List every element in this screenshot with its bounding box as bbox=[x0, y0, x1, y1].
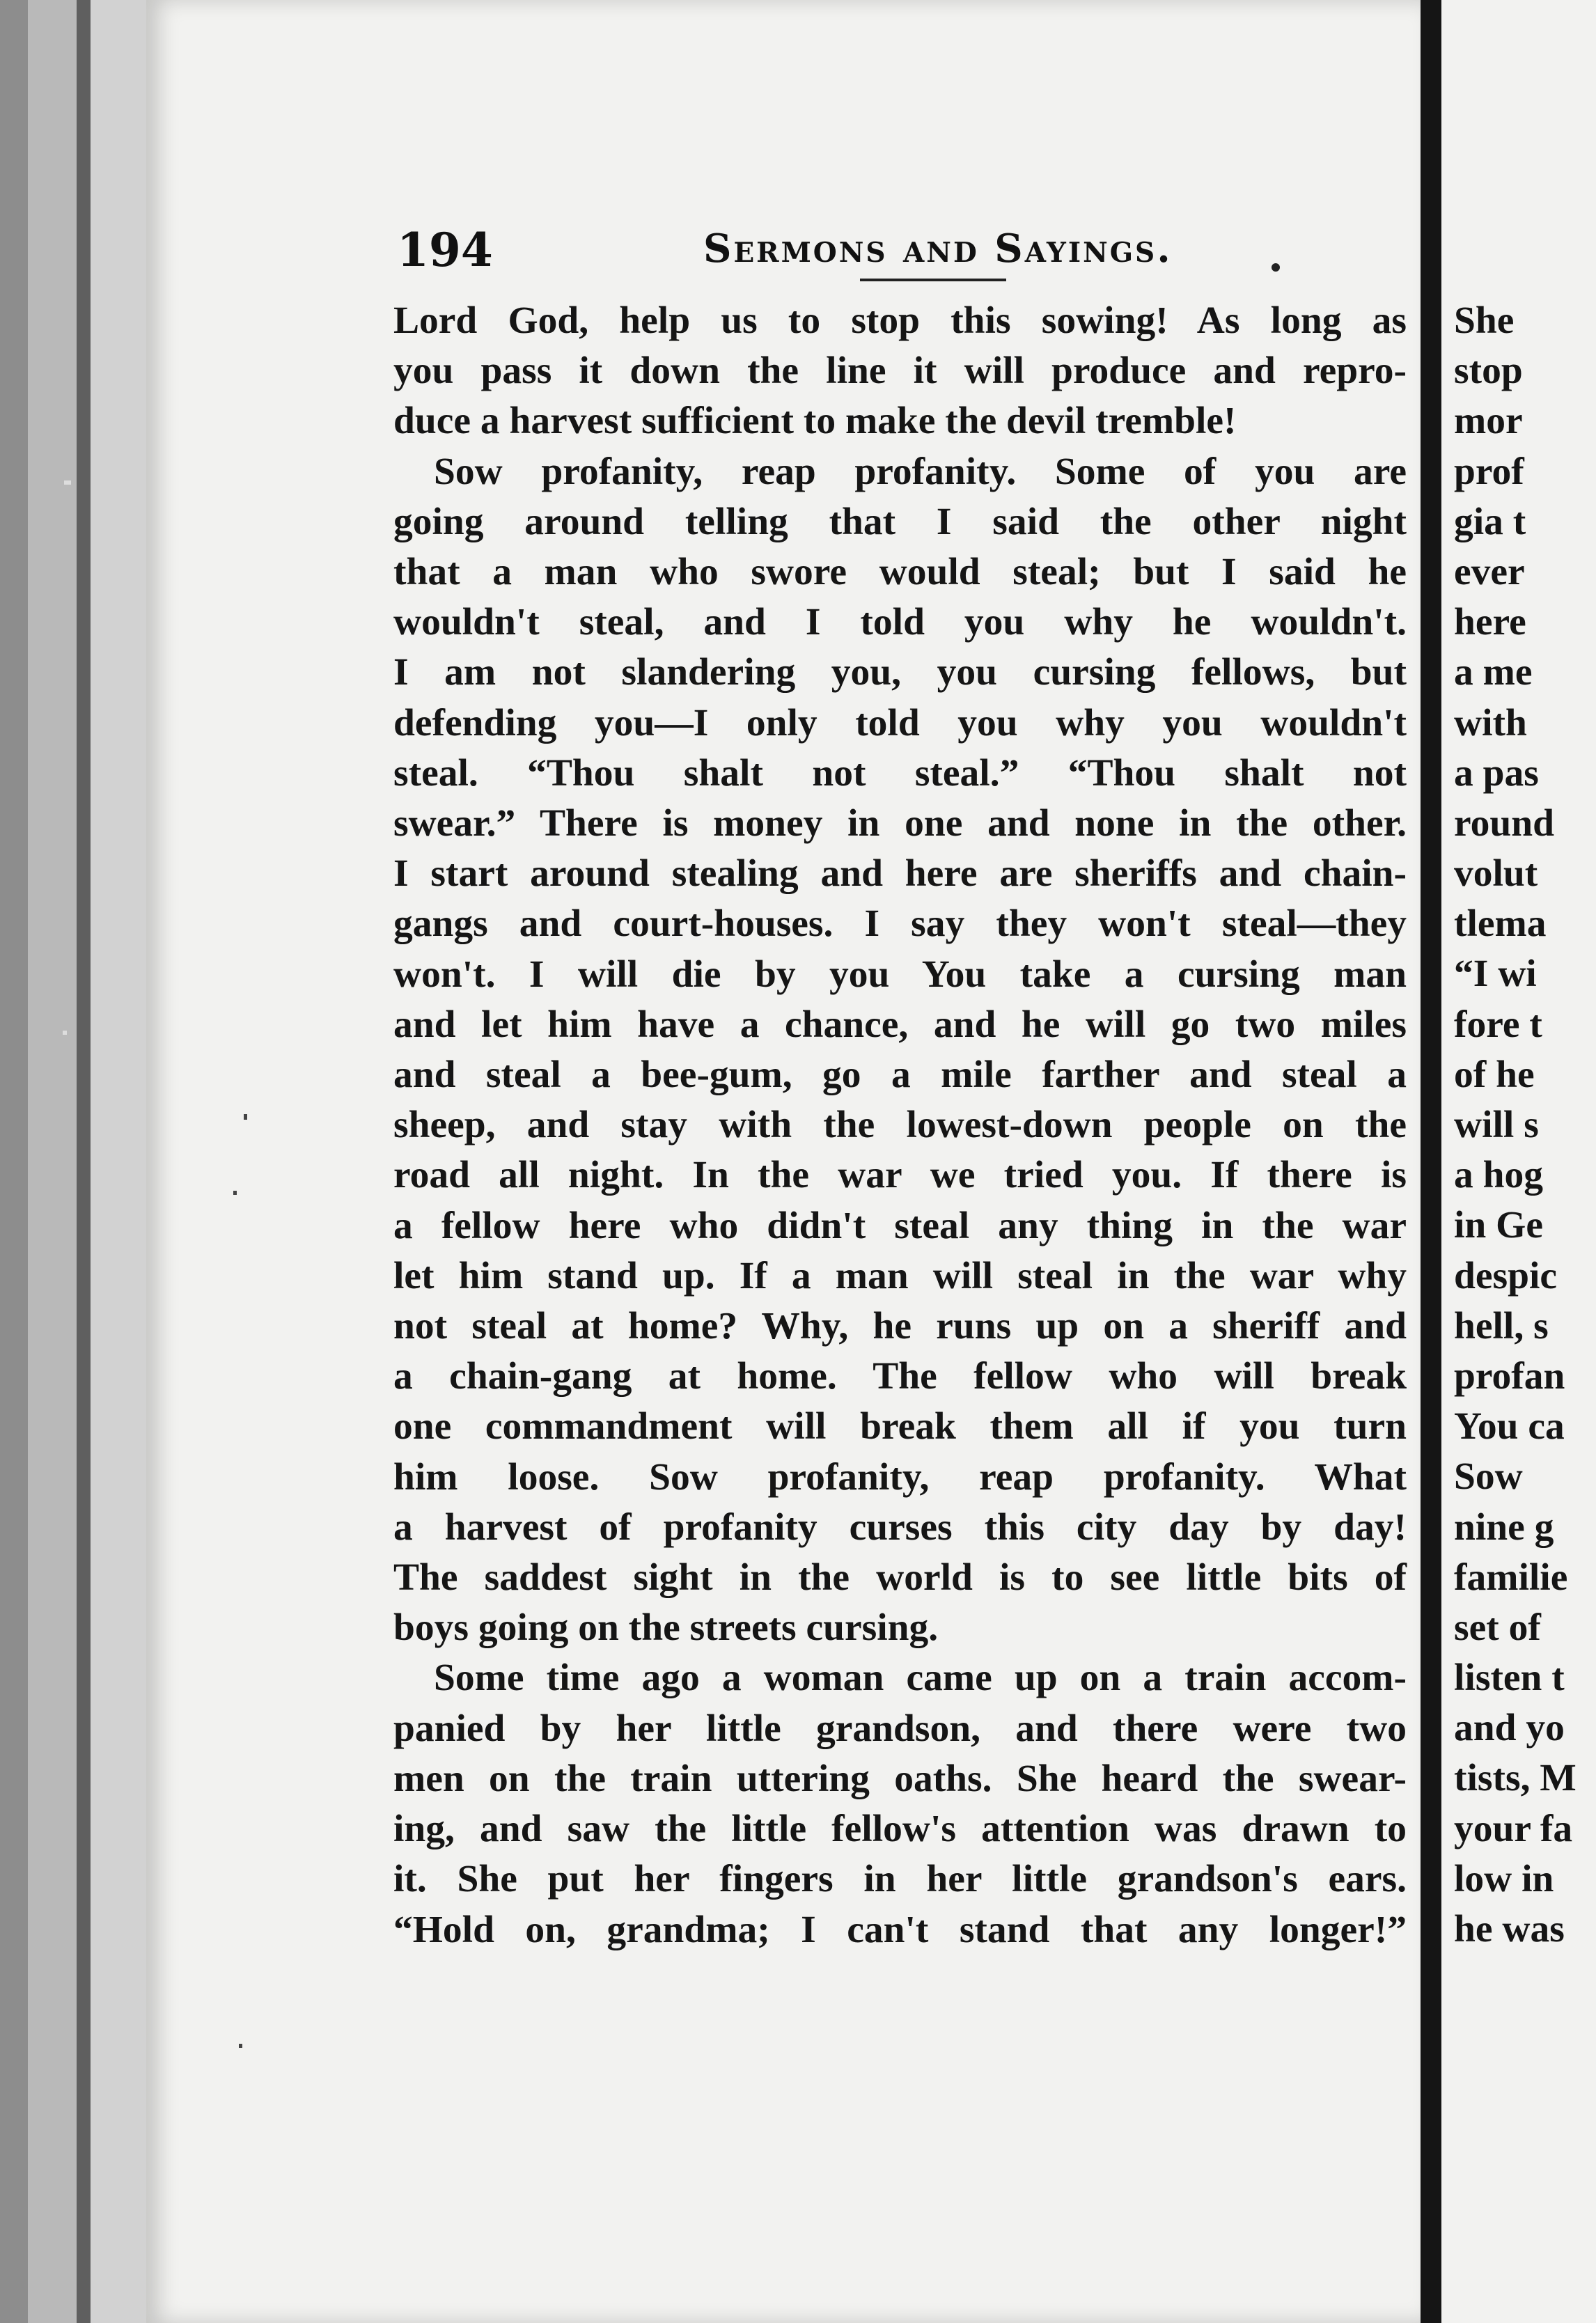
text-line: and steal a bee-gum, go a mile farther and steal a bbox=[393, 1054, 1407, 1097]
running-title: Sermons and Sayings. bbox=[703, 226, 1173, 272]
right-page-line: round bbox=[1454, 801, 1554, 845]
right-page-text bbox=[1454, 296, 1596, 1955]
text-line: going around telling that I said the other night bbox=[393, 500, 1407, 543]
text-line: it. She put her fingers in her little grandson's ears. bbox=[393, 1858, 1407, 1901]
text-line: that a man who swore would steal; but I said he bbox=[393, 551, 1407, 594]
right-page-line: familie bbox=[1454, 1556, 1568, 1599]
right-page-line: a hog bbox=[1454, 1154, 1543, 1197]
text-line: panied by her little grandson, and there were two bbox=[393, 1707, 1407, 1750]
right-page-line: profan bbox=[1454, 1354, 1565, 1398]
scan-speck bbox=[63, 1031, 67, 1035]
text-line: a chain-gang at home. The fellow who will break bbox=[393, 1355, 1407, 1398]
right-page-line: he was bbox=[1454, 1908, 1565, 1950]
right-page-line: ever bbox=[1454, 550, 1525, 593]
text-line: him loose. Sow profanity, reap profanity. What bbox=[393, 1455, 1407, 1499]
text-line: men on the train uttering oaths. She heard the swear- bbox=[393, 1757, 1407, 1800]
right-page-line: will s bbox=[1454, 1104, 1539, 1146]
text-line: won't. I will die by you You take a cursing man bbox=[393, 953, 1407, 996]
right-page-line: tlema bbox=[1454, 902, 1547, 946]
scan-speck bbox=[233, 1191, 237, 1195]
right-page-line: You ca bbox=[1454, 1405, 1565, 1448]
scan-speck bbox=[239, 2044, 242, 2048]
text-line: Sow profanity, reap profanity. Some of you are bbox=[434, 450, 1407, 493]
ink-dot bbox=[1272, 263, 1280, 272]
right-page-line: and yo bbox=[1454, 1707, 1565, 1750]
text-line: ing, and saw the little fellow's attention was drawn to bbox=[393, 1808, 1407, 1851]
right-page-line: fore t bbox=[1454, 1003, 1542, 1046]
header-rule bbox=[860, 279, 1006, 281]
text-line: “Hold on, grandma; I can't stand that any longer!” bbox=[393, 1908, 1407, 1951]
text-line: road all night. In the war we tried you. If there is bbox=[393, 1154, 1407, 1197]
right-page-line: a pas bbox=[1454, 751, 1539, 795]
right-page-line: mor bbox=[1454, 400, 1523, 443]
right-page-line: “I wi bbox=[1454, 953, 1537, 996]
text-line: let him stand up. If a man will steal in the war why bbox=[393, 1254, 1407, 1297]
page-header bbox=[251, 209, 1421, 277]
right-page-line: nine g bbox=[1454, 1505, 1554, 1549]
right-page-line: set of bbox=[1454, 1606, 1541, 1649]
page-number: 194 bbox=[397, 223, 493, 277]
text-line: you pass it down the line it will produce and repro- bbox=[393, 350, 1407, 393]
right-page-line: despic bbox=[1454, 1254, 1558, 1297]
text-line: a fellow here who didn't steal any thing in the war bbox=[393, 1204, 1407, 1247]
text-line: not steal at home? Why, he runs up on a sheriff and bbox=[393, 1305, 1407, 1348]
right-page-line: prof bbox=[1454, 450, 1524, 493]
right-page-line: volut bbox=[1454, 852, 1538, 895]
right-page-line: stop bbox=[1454, 350, 1523, 393]
right-page-line: with bbox=[1454, 701, 1527, 744]
text-line: I am not slandering you, you cursing fellows, but bbox=[393, 651, 1407, 694]
text-line: wouldn't steal, and I told you why he wouldn't. bbox=[393, 601, 1407, 644]
right-page-line: here bbox=[1454, 601, 1526, 644]
text-line: duce a harvest sufficient to make the devil tremble! bbox=[393, 400, 1237, 443]
right-page-line: your fa bbox=[1454, 1807, 1573, 1850]
text-line: a harvest of profanity curses this city day by day! bbox=[393, 1505, 1407, 1549]
text-line: and let him have a chance, and he will go two miles bbox=[393, 1003, 1407, 1046]
right-page-line: of he bbox=[1454, 1053, 1535, 1096]
text-line: boys going on the streets cursing. bbox=[393, 1606, 939, 1650]
right-page-line: a me bbox=[1454, 651, 1533, 694]
right-page-line: listen t bbox=[1454, 1657, 1565, 1700]
text-line: gangs and court-houses. I say they won't steal—they bbox=[393, 902, 1407, 946]
text-line: swear.” There is money in one and none in the other. bbox=[393, 802, 1407, 845]
text-line: steal. “Thou shalt not steal.” “Thou shalt not bbox=[393, 751, 1407, 795]
text-line: Lord God, help us to stop this sowing! As long as bbox=[393, 299, 1407, 342]
right-page-line: in Ge bbox=[1454, 1204, 1543, 1247]
page-edge-strip bbox=[77, 0, 91, 2323]
scan-speck bbox=[244, 1114, 247, 1120]
right-page-line: Sow bbox=[1454, 1455, 1523, 1499]
scan-speck bbox=[64, 480, 71, 485]
right-page-line: tists, M bbox=[1454, 1757, 1577, 1800]
right-page-line: She bbox=[1454, 299, 1515, 342]
right-page-line: low in bbox=[1454, 1857, 1554, 1900]
text-line: defending you—I only told you why you wouldn't bbox=[393, 701, 1407, 744]
text-line: The saddest sight in the world is to see little bits of bbox=[393, 1556, 1407, 1599]
page-edge-strip bbox=[28, 0, 77, 2323]
text-line: I start around stealing and here are sheriffs and chain- bbox=[393, 852, 1407, 895]
text-line: sheep, and stay with the lowest-down people on the bbox=[393, 1104, 1407, 1147]
right-page-line: hell, s bbox=[1454, 1304, 1549, 1347]
body-text bbox=[393, 296, 1407, 1955]
right-page-line: gia t bbox=[1454, 500, 1526, 543]
text-line: Some time ago a woman came up on a train accom- bbox=[434, 1657, 1407, 1700]
page-edge-strip bbox=[91, 0, 146, 2323]
text-line: one commandment will break them all if you turn bbox=[393, 1405, 1407, 1448]
page-edge-strip bbox=[0, 0, 28, 2323]
